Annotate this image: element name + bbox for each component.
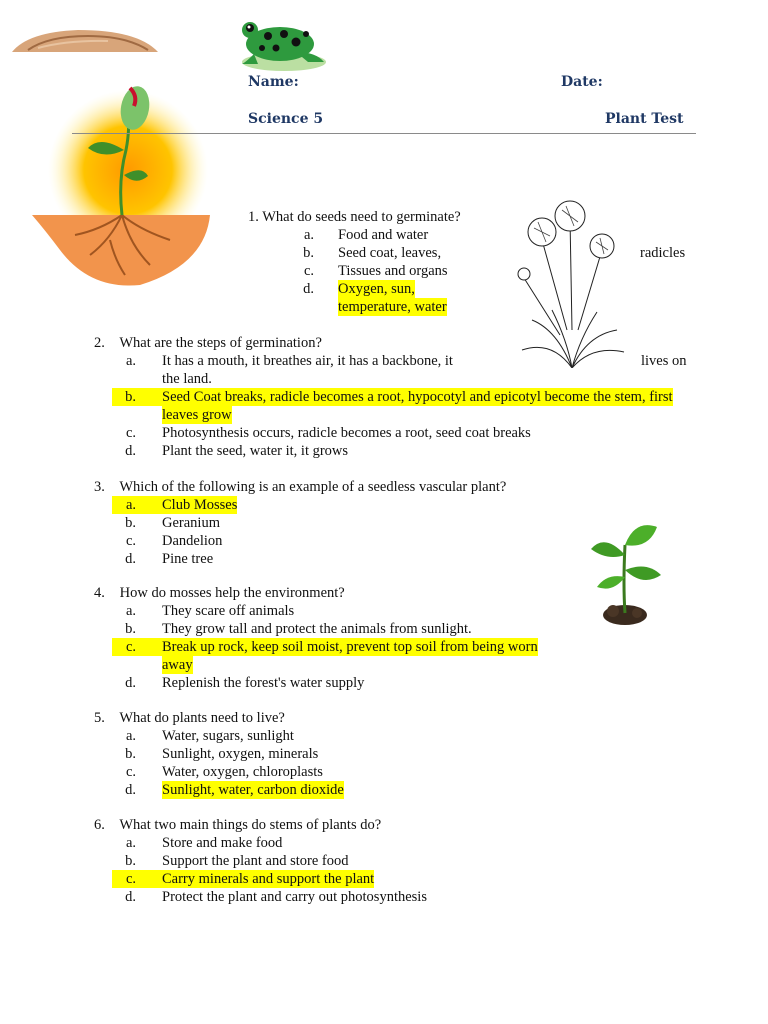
answer-label: b. bbox=[303, 245, 314, 261]
answer-text-line2: the land. bbox=[162, 371, 212, 387]
answer-label: a. bbox=[125, 835, 136, 851]
answer-text-highlighted: Carry minerals and support the plant bbox=[136, 870, 374, 888]
answer-text: It has a mouth, it breathes air, it has a backbone, it bbox=[162, 353, 453, 369]
answer-2a bbox=[112, 352, 692, 388]
question-number: 2. bbox=[94, 335, 105, 351]
question-number: 3. bbox=[94, 479, 105, 495]
answer-1a bbox=[290, 226, 690, 244]
question-4 bbox=[94, 584, 345, 602]
answer-label: c. bbox=[112, 870, 136, 888]
answer-text: Water, sugars, sunlight bbox=[162, 728, 294, 744]
answer-5d bbox=[112, 781, 512, 799]
answer-label: b. bbox=[125, 621, 136, 637]
question-text: What do seeds need to germinate? bbox=[262, 209, 461, 225]
answer-label: c. bbox=[125, 425, 136, 441]
question-number: 1. bbox=[248, 209, 259, 225]
answer-text-continued: radicles bbox=[640, 245, 686, 261]
answer-label: d. bbox=[125, 675, 136, 691]
frog-icon bbox=[236, 12, 330, 72]
answer-4c bbox=[112, 638, 572, 674]
answer-4b bbox=[112, 620, 572, 638]
answer-text-continued: lives on bbox=[641, 353, 687, 369]
answer-label: c. bbox=[303, 263, 314, 279]
answer-6d bbox=[112, 888, 512, 906]
answer-label: d. bbox=[125, 782, 136, 798]
question-3 bbox=[94, 478, 506, 496]
question-text: Which of the following is an example of a seedless vascular plant? bbox=[119, 479, 507, 495]
answer-text-highlighted: Club Mosses bbox=[136, 496, 237, 514]
answer-text: Dandelion bbox=[162, 533, 223, 549]
answer-text-highlighted: Seed Coat breaks, radicle becomes a root, hypocotyl and epicotyl become the stem, first bbox=[136, 388, 673, 406]
question-number: 6. bbox=[94, 817, 105, 833]
answer-label: a. bbox=[112, 496, 136, 514]
answer-label: d. bbox=[125, 551, 136, 567]
answer-text: Pine tree bbox=[162, 551, 214, 567]
answer-4a bbox=[112, 602, 572, 620]
answer-text-highlighted: leaves grow bbox=[162, 407, 232, 423]
answer-text-highlighted: Break up rock, keep soil moist, prevent top soil from being worn bbox=[136, 638, 538, 656]
answer-text: Photosynthesis occurs, radicle becomes a root, seed coat breaks bbox=[162, 425, 531, 441]
head-partial-image bbox=[8, 28, 160, 54]
seedling-icon bbox=[585, 515, 665, 627]
answer-text: Plant the seed, water it, it grows bbox=[162, 443, 349, 459]
answer-text: Store and make food bbox=[162, 835, 283, 851]
answer-label: d. bbox=[303, 281, 314, 297]
answer-text: Tissues and organs bbox=[338, 263, 448, 279]
answer-6b bbox=[112, 852, 512, 870]
date-label: Date: bbox=[561, 74, 603, 90]
question-2 bbox=[94, 334, 322, 352]
answer-text-highlighted: Oxygen, sun, bbox=[338, 281, 415, 297]
answer-text: Water, oxygen, chloroplasts bbox=[162, 764, 323, 780]
answer-5a bbox=[112, 727, 512, 745]
answer-text: They scare off animals bbox=[162, 603, 295, 619]
answer-text: Replenish the forest's water supply bbox=[162, 675, 365, 691]
answer-3b bbox=[112, 514, 512, 532]
question-text: What are the steps of germination? bbox=[119, 335, 322, 351]
question-5 bbox=[94, 709, 285, 727]
question-number: 4. bbox=[94, 585, 105, 601]
question-text: What two main things do stems of plants do? bbox=[119, 817, 382, 833]
answer-label: d. bbox=[125, 443, 136, 459]
answer-text: Support the plant and store food bbox=[162, 853, 349, 869]
header-divider bbox=[72, 133, 696, 134]
answer-2b bbox=[112, 388, 692, 424]
question-number: 5. bbox=[94, 710, 105, 726]
answer-label: a. bbox=[125, 353, 136, 369]
answer-label: d. bbox=[125, 889, 136, 905]
answer-3c bbox=[112, 532, 512, 550]
answer-label: a. bbox=[303, 227, 314, 243]
answer-text-highlighted: Sunlight, water, carbon dioxide bbox=[162, 782, 344, 798]
sprout-icon bbox=[30, 80, 215, 290]
answer-5c bbox=[112, 763, 512, 781]
answer-3a bbox=[112, 496, 512, 514]
answer-4d bbox=[112, 674, 572, 692]
answer-text: Sunlight, oxygen, minerals bbox=[162, 746, 319, 762]
test-title: Plant Test bbox=[605, 111, 684, 127]
question-text: How do mosses help the environment? bbox=[119, 585, 345, 601]
answer-label: c. bbox=[112, 638, 136, 656]
answer-6c bbox=[112, 870, 512, 888]
question-6 bbox=[94, 816, 381, 834]
answer-1c bbox=[290, 262, 690, 280]
answer-text: Geranium bbox=[162, 515, 220, 531]
answer-3d bbox=[112, 550, 512, 568]
answer-label: b. bbox=[125, 746, 136, 762]
answer-1b bbox=[290, 244, 690, 262]
class-label: Science 5 bbox=[248, 111, 324, 127]
name-label: Name: bbox=[248, 74, 299, 90]
answer-label: c. bbox=[125, 764, 136, 780]
answer-text: They grow tall and protect the animals from sunlight. bbox=[162, 621, 472, 637]
answer-5b bbox=[112, 745, 512, 763]
answer-label: a. bbox=[125, 603, 136, 619]
answer-1d bbox=[290, 280, 690, 316]
answer-6a bbox=[112, 834, 512, 852]
answer-label: c. bbox=[125, 533, 136, 549]
answer-text-highlighted: away bbox=[162, 657, 193, 673]
question-1 bbox=[248, 208, 461, 226]
answer-text: Seed coat, leaves, bbox=[338, 245, 442, 261]
answer-text: Food and water bbox=[338, 227, 429, 243]
answer-2c bbox=[112, 424, 692, 442]
answer-label: b. bbox=[112, 388, 136, 406]
answer-text: Protect the plant and carry out photosynthesis bbox=[162, 889, 427, 905]
answer-2d bbox=[112, 442, 692, 460]
answer-label: a. bbox=[125, 728, 136, 744]
answer-label: b. bbox=[125, 853, 136, 869]
answer-text-highlighted: temperature, water bbox=[338, 299, 447, 315]
question-text: What do plants need to live? bbox=[119, 710, 285, 726]
answer-label: b. bbox=[125, 515, 136, 531]
